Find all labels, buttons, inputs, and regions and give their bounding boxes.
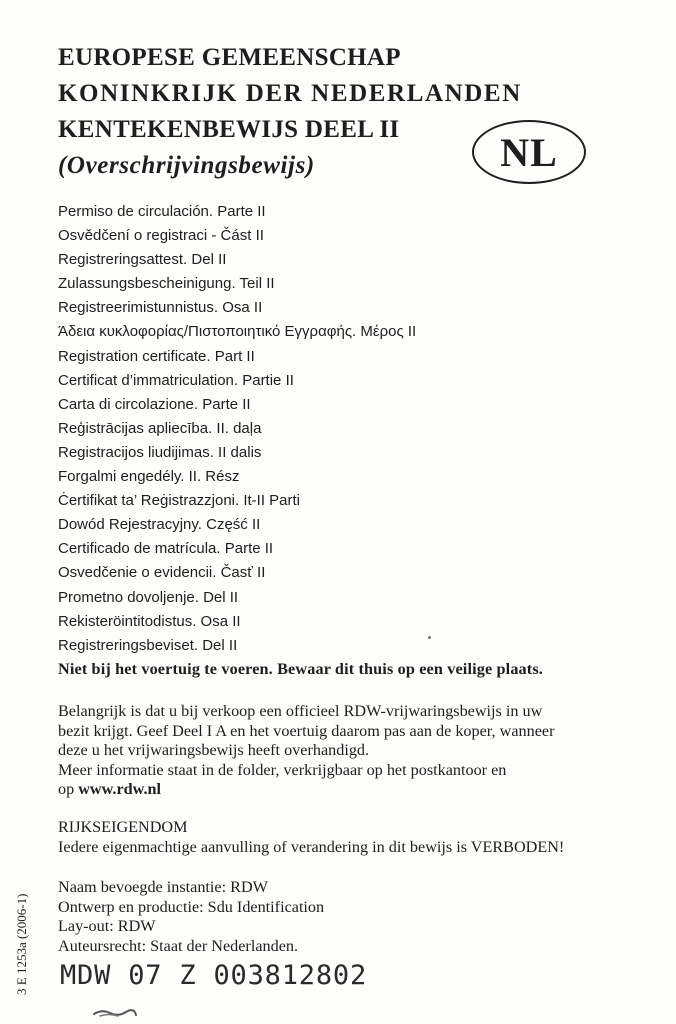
credit-production: Ontwerp en productie: Sdu Identification bbox=[58, 897, 325, 916]
title-sv: Registreringsbeviset. Del II bbox=[58, 636, 238, 654]
info-paragraph bbox=[58, 702, 658, 800]
document-serial-number: MDW 07 Z 003812802 bbox=[60, 960, 367, 991]
title-de: Zulassungsbescheinigung. Teil II bbox=[58, 275, 275, 293]
credit-authority: Naam bevoegde instantie: RDW bbox=[58, 878, 268, 896]
info-line bbox=[58, 780, 658, 800]
title-et: Registreerimistunnistus. Osa II bbox=[58, 299, 263, 317]
info-line: Meer informatie staat in de folder, verkrijgbaar op het postkantoor en bbox=[58, 760, 507, 779]
title-sl: Prometno dovoljenje. Del II bbox=[58, 588, 239, 606]
title-it: Carta di circolazione. Parte II bbox=[58, 395, 251, 413]
title-lt: Registracijos liudijimas. II dalis bbox=[58, 443, 262, 461]
info-line: Belangrijk is dat u bij verkoop een officieel RDW-vrijwaringsbewijs in uw bbox=[58, 702, 543, 720]
property-heading: RIJKSEIGENDOM bbox=[58, 818, 188, 836]
form-code-vertical: 3 E 1253a (2006-1) bbox=[14, 893, 29, 995]
country-code-badge: NL bbox=[472, 120, 586, 184]
title-fi: Rekisteröintitodistus. Osa II bbox=[58, 612, 241, 630]
header-line-kingdom: KONINKRIJK DER NEDERLANDEN bbox=[58, 80, 522, 107]
title-es: Permiso de circulación. Parte II bbox=[58, 203, 266, 220]
header-line-community: EUROPESE GEMEENSCHAP bbox=[58, 44, 401, 71]
header-line-document-title: KENTEKENBEWIJS DEEL II bbox=[58, 116, 400, 143]
title-sk: Osvedčenie o evidencii. Časť II bbox=[58, 564, 266, 582]
property-prohibition: Iedere eigenmachtige aanvulling of verandering in dit bewijs is VERBODEN! bbox=[58, 837, 565, 856]
title-pt: Certificado de matrícula. Parte II bbox=[58, 540, 274, 558]
info-line: bezit krijgt. Geef Deel I A en het voertuig daarom pas aan de koper, wanneer bbox=[58, 721, 555, 740]
state-property-notice bbox=[58, 818, 658, 857]
storage-warning: Niet bij het voertuig te voeren. Bewaar dit thuis op een veilige plaats. bbox=[58, 660, 543, 678]
title-el: Άδεια κυκλοφορίας/Πιστοποιητικό Εγγραφής. Μέρος II bbox=[58, 323, 417, 341]
title-lv: Reģistrācijas apliecība. II. daļa bbox=[58, 419, 262, 437]
ink-smudge bbox=[92, 1005, 138, 1019]
title-hu: Forgalmi engedély. II. Rész bbox=[58, 468, 240, 486]
info-line-prefix: op bbox=[58, 780, 79, 799]
title-fr: Certificat d’immatriculation. Partie II bbox=[58, 371, 294, 389]
paper-speck bbox=[428, 636, 431, 639]
title-cs: Osvědčení o registraci - Část II bbox=[58, 227, 264, 245]
header-line-subtitle: (Overschrijvingsbewijs) bbox=[58, 152, 315, 179]
title-da: Registreringsattest. Del II bbox=[58, 251, 227, 269]
credits-block bbox=[58, 878, 658, 956]
multilingual-title-list bbox=[58, 200, 416, 658]
title-en: Registration certificate. Part II bbox=[58, 347, 255, 365]
credit-layout: Lay-out: RDW bbox=[58, 917, 156, 936]
title-mt: Ċertifikat ta’ Reġistrazzjoni. It-II Parti bbox=[58, 492, 301, 510]
title-pl: Dowód Rejestracyjny. Część II bbox=[58, 516, 261, 534]
rdw-website-link: www.rdw.nl bbox=[78, 780, 161, 799]
credit-copyright: Auteursrecht: Staat der Nederlanden. bbox=[58, 936, 299, 955]
info-line: deze u het vrijwaringsbewijs heeft overhandigd. bbox=[58, 741, 370, 760]
